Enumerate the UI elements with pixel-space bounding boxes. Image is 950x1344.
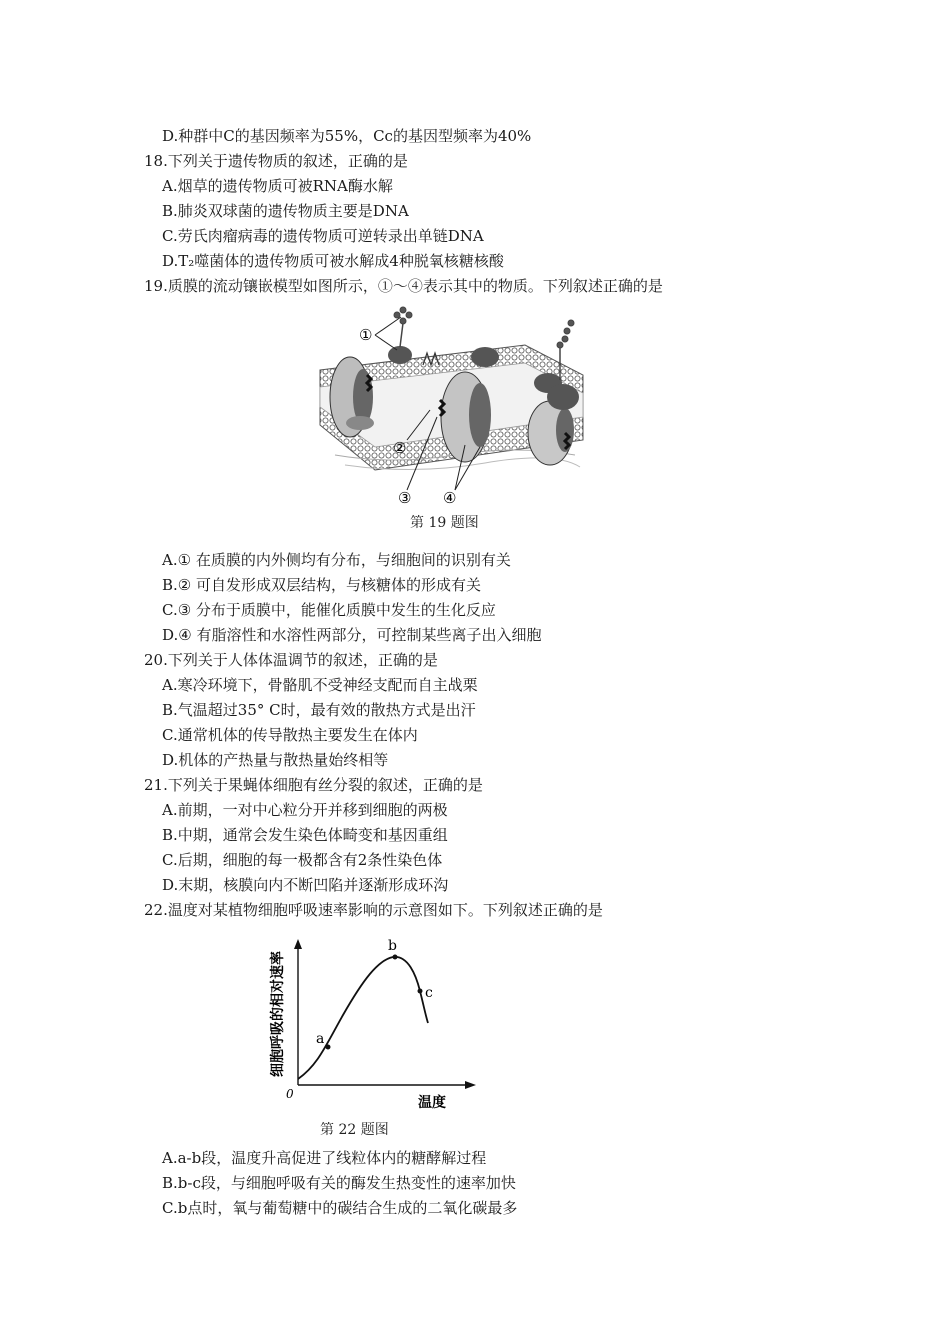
q20-option-a: A.寒冷环境下，骨骼肌不受神经支配而自主战栗 bbox=[162, 676, 478, 694]
point-c-label: c bbox=[425, 985, 433, 1001]
q22-option-c: C.b点时，氧与葡萄糖中的碳结合生成的二氧化碳最多 bbox=[162, 1199, 518, 1217]
question-22-stem: 22.温度对某植物细胞呼吸速率影响的示意图如下。下列叙述正确的是 bbox=[144, 901, 603, 919]
point-a-label: a bbox=[316, 1031, 325, 1047]
x-axis-label: 温度 bbox=[418, 1095, 446, 1111]
q21-option-a: A.前期，一对中心粒分开并移到细胞的两极 bbox=[162, 801, 448, 819]
respiration-curve bbox=[298, 957, 428, 1079]
q18-option-c: C.劳氏肉瘤病毒的遗传物质可逆转录出单链DNA bbox=[162, 227, 484, 245]
question-18-stem: 18.下列关于遗传物质的叙述，正确的是 bbox=[144, 152, 408, 170]
q19-option-a: A.① 在质膜的内外侧均有分布，与细胞间的识别有关 bbox=[162, 551, 511, 569]
q21-option-d: D.末期，核膜向内不断凹陷并逐渐形成环沟 bbox=[162, 876, 449, 894]
y-axis-label: 细胞呼吸的相对速率 bbox=[270, 951, 286, 1077]
label-1: ① bbox=[359, 326, 373, 344]
q21-option-c: C.后期，细胞的每一极都含有2条性染色体 bbox=[162, 851, 443, 869]
figure-22-caption: 第 22 题图 bbox=[320, 1122, 389, 1138]
q18-option-d: D.T₂噬菌体的遗传物质可被水解成4种脱氧核糖核酸 bbox=[162, 252, 504, 270]
q20-option-d: D.机体的产热量与散热量始终相等 bbox=[162, 751, 389, 769]
figure-19-caption: 第 19 题图 bbox=[410, 515, 479, 531]
q19-option-d: D.④ 有脂溶性和水溶性两部分，可控制某些离子出入细胞 bbox=[162, 626, 542, 644]
question-20-stem: 20.下列关于人体体温调节的叙述，正确的是 bbox=[144, 651, 438, 669]
q22-option-a: A.a-b段，温度升高促进了线粒体内的糖酵解过程 bbox=[162, 1149, 487, 1167]
label-2: ② bbox=[393, 439, 407, 457]
q19-option-b: B.② 可自发形成双层结构，与核糖体的形成有关 bbox=[162, 576, 482, 594]
origin-label: 0 bbox=[286, 1087, 294, 1101]
membrane-figure bbox=[315, 305, 590, 510]
question-21-stem: 21.下列关于果蝇体细胞有丝分裂的叙述，正确的是 bbox=[144, 776, 483, 794]
point-b-label: b bbox=[388, 938, 397, 954]
q18-option-b: B.肺炎双球菌的遗传物质主要是DNA bbox=[162, 202, 409, 220]
point-c bbox=[418, 989, 423, 994]
q20-option-b: B.气温超过35° C时，最有效的散热方式是出汗 bbox=[162, 701, 476, 719]
label-3: ③ bbox=[398, 489, 412, 507]
q19-option-c: C.③ 分布于质膜中，能催化质膜中发生的生化反应 bbox=[162, 601, 496, 619]
question-19-stem: 19.质膜的流动镶嵌模型如图所示，①～④表示其中的物质。下列叙述正确的是 bbox=[144, 277, 663, 295]
q22-option-b: B.b-c段，与细胞呼吸有关的酶发生热变性的速率加快 bbox=[162, 1174, 516, 1192]
q20-option-c: C.通常机体的传导散热主要发生在体内 bbox=[162, 726, 418, 744]
q18-option-a: A.烟草的遗传物质可被RNA酶水解 bbox=[162, 177, 393, 195]
option-d-q17: D.种群中C的基因频率为55%，Cc的基因型频率为40% bbox=[162, 127, 532, 145]
label-4: ④ bbox=[443, 489, 457, 507]
point-a bbox=[326, 1045, 331, 1050]
point-b bbox=[393, 955, 398, 960]
q21-option-b: B.中期，通常会发生染色体畸变和基因重组 bbox=[162, 826, 448, 844]
respiration-chart bbox=[268, 935, 483, 1115]
